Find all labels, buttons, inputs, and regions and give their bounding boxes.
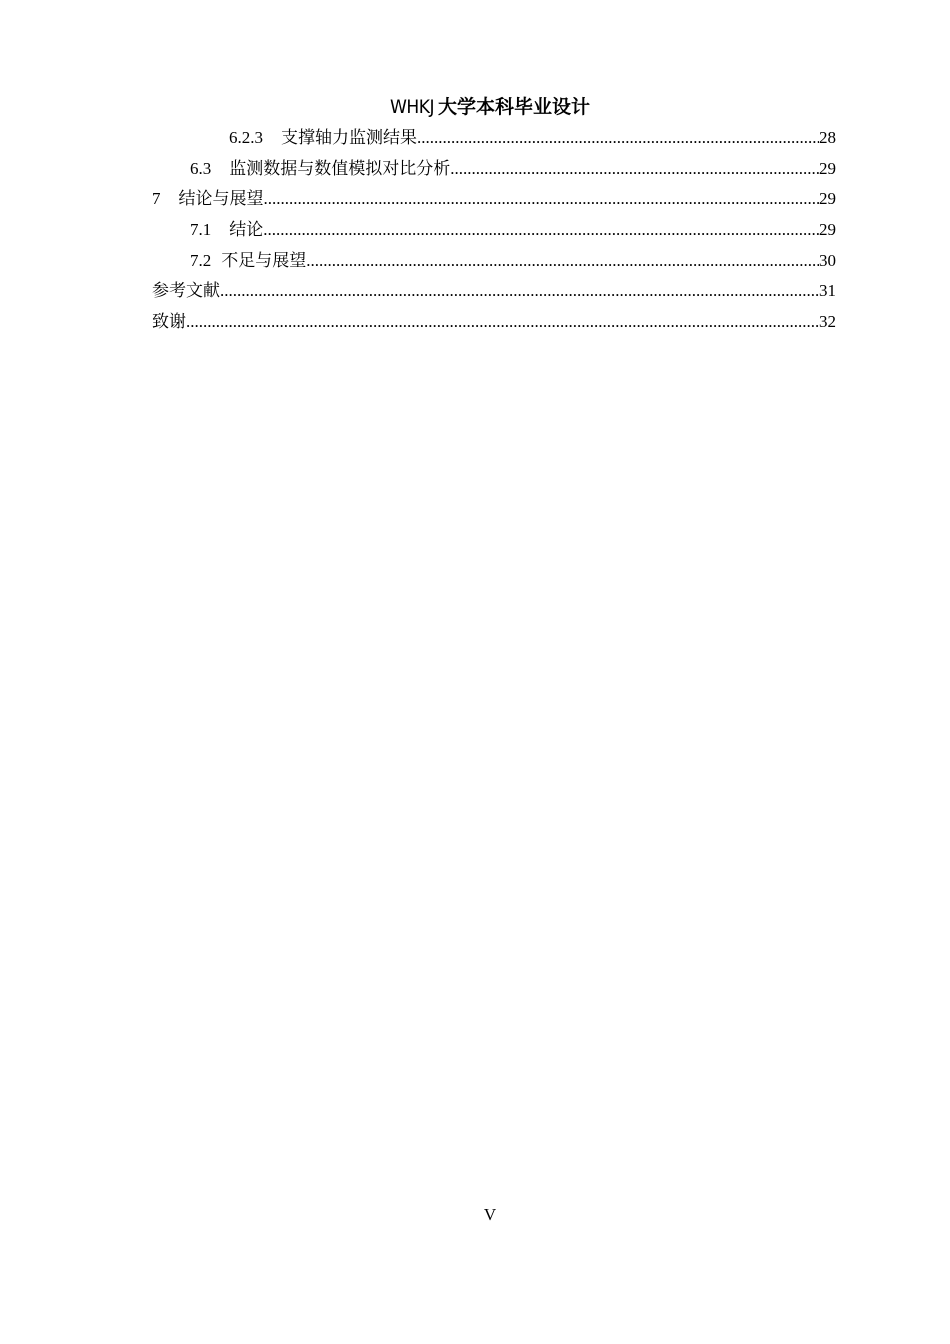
toc-entry-7-1[interactable]: [152, 216, 836, 247]
toc-entry-title: 参考文献: [152, 281, 220, 302]
toc-entry-6-2-3[interactable]: [152, 124, 836, 155]
toc-entry-page: 32: [819, 312, 836, 332]
toc-entry-title: 监测数据与数值模拟对比分析: [229, 158, 451, 179]
toc-entry-number: 7.1: [190, 220, 212, 240]
toc-entry-title: 结论与展望: [178, 189, 264, 210]
header-cjk: 大学本科毕业设计: [438, 96, 591, 118]
table-of-contents: [152, 124, 836, 339]
toc-leader-dots: [450, 155, 819, 183]
toc-leader-dots: [220, 277, 819, 305]
toc-entry-number: 6.2.3: [229, 128, 263, 147]
running-header: [0, 95, 950, 120]
toc-entry-page: 29: [819, 189, 836, 209]
header-latin: WHKJ: [389, 96, 434, 118]
toc-entry-page: 31: [819, 281, 836, 301]
toc-entry-number: 7: [152, 189, 161, 209]
toc-entry-7[interactable]: [152, 185, 836, 216]
toc-entry-title: 结论: [229, 220, 264, 241]
toc-entry-references[interactable]: [152, 277, 836, 308]
toc-entry-title: 不足与展望: [221, 250, 307, 271]
page-number: V: [483, 1205, 497, 1224]
toc-entry-7-2[interactable]: [152, 247, 836, 278]
toc-entry-page: 29: [819, 158, 836, 178]
toc-entry-page: 28: [819, 128, 836, 147]
toc-entry-page: 30: [819, 250, 836, 270]
toc-entry-6-3[interactable]: [152, 155, 836, 186]
toc-leader-dots: [306, 247, 819, 275]
toc-leader-dots: [186, 308, 819, 336]
toc-entry-title: 致谢: [152, 312, 186, 333]
page-number-footer: [0, 1203, 950, 1227]
toc-leader-dots: [264, 185, 820, 213]
toc-entry-acknowledgements[interactable]: [152, 308, 836, 339]
toc-entry-number: 6.3: [190, 158, 212, 178]
toc-entry-page: 29: [819, 220, 836, 240]
toc-leader-dots: [417, 124, 819, 152]
toc-entry-number: 7.2: [190, 250, 212, 270]
toc-entry-title: 支撑轴力监测结果: [281, 128, 417, 148]
toc-leader-dots: [263, 216, 819, 244]
